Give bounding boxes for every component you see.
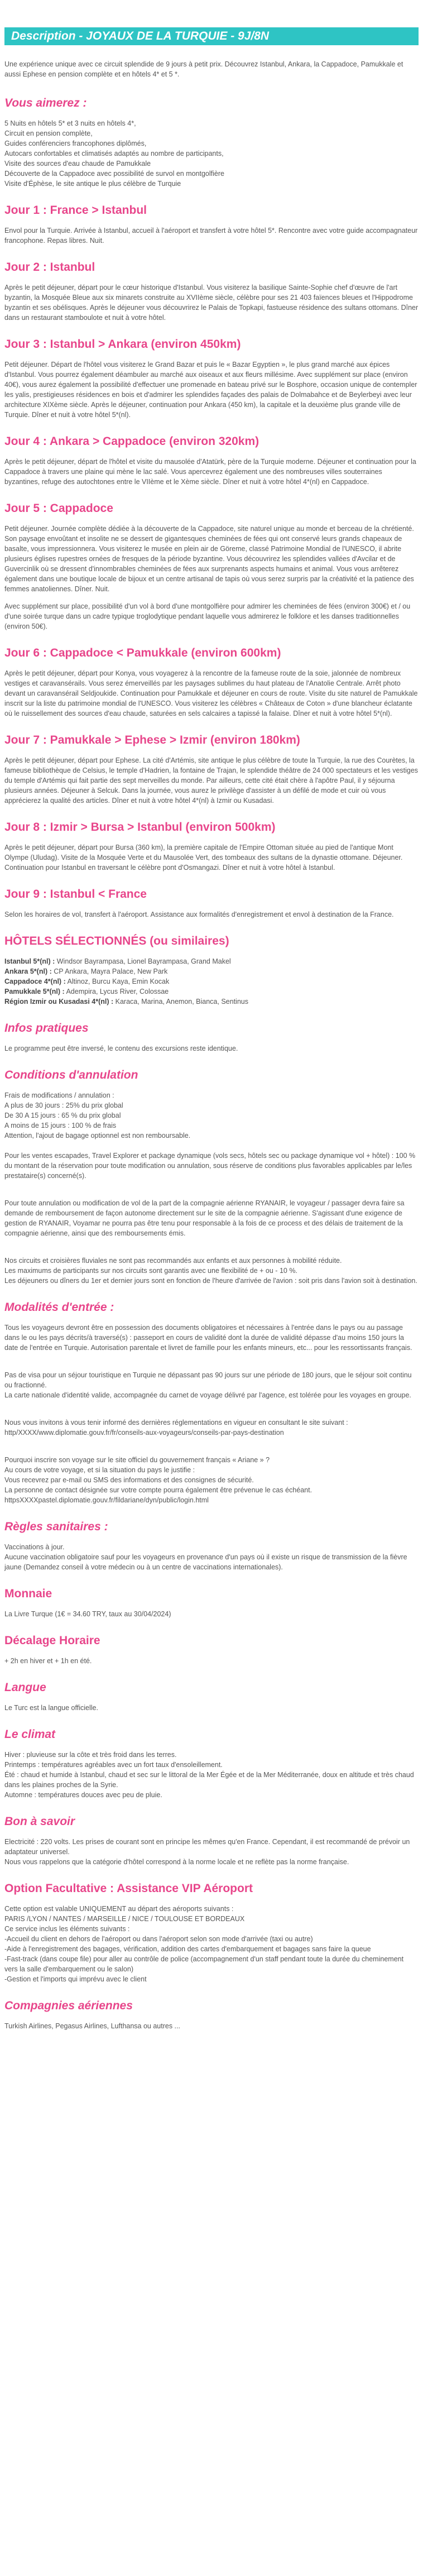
day-heading: Jour 2 : Istanbul — [4, 261, 95, 274]
hotel-names: Altinoz, Burcu Kaya, Emin Kocak — [65, 978, 170, 985]
hotel-line — [4, 997, 419, 1007]
day-text: Petit déjeuner. Journée complète dédiée à la découverte de la Cappadoce, site naturel unique au monde et berceau de la chrétienté. Son paysage envoûtant et insolite ne se dessert de gigantesques cheminées de fées qui ont conservé leurs grands chapeaux de basalte, vous impressionnera. Vous visiterez le musée en plein air de Göreme, classé Patrimoine Mondial de l'UNESCO, il abrite plusieurs églises rupestres ornées de fresques de la période byzantine. Vous découvrirez les splendides vallées d'Avcilar et de Guvercinlik où se dressent d'innombrables cheminées de fées aux surprenants aspects humains et animal. Vous vous arrêterez également dans une boutique locale de bijoux et un centre artisanal de tapis où vous serez surpris par la créativité et la patience des femmes anatoliennes. Dîner. Nuit. — [4, 525, 414, 593]
day-heading: Jour 9 : Istanbul < France — [4, 888, 147, 901]
hotels-list — [4, 956, 419, 1007]
hotel-names: CP Ankara, Mayra Palace, New Park — [51, 968, 168, 975]
compagnies-text: Turkish Airlines, Pegasus Airlines, Lufthansa ou autres ... — [4, 2022, 180, 2030]
section-heading-sanitaires: Règles sanitaires : — [4, 1520, 108, 1533]
day-heading: Jour 7 : Pamukkale > Ephese > Izmir (environ 180km) — [4, 734, 300, 746]
modalites-paragraph: Pourquoi inscrire son voyage sur le site officiel du gouvernement français « Ariane » ? Au cours de votre voyage, et si la situation du pays le justifie : Vous recevrez par e-mail ou SMS des informations et des consignes de sécurité. La personne de contact désignée sur votre compte pourra également être prévenue le cas échéant. httpsXXXXpastel.diplomatie.gouv.fr/fildariane/dyn/public/login.html — [4, 1456, 313, 1504]
conditions-line: Frais de modifications / annulation : — [4, 1091, 114, 1099]
day-text: Après le petit déjeuner, départ pour Konya, vous voyagerez à la rencontre de la fameuse route de la soie, jalonnée de nombreux vestiges et caravansérails. Vous serez émerveillés par les paysages sublimes du haut plateau de l'Anatolie Centrale. Arrêt photo devant un caravansérail Seldjoukide. Continuation pour Pamukkale et déjeuner en cours de route. Visite du site naturel de Pamukkale inscrit sur la liste du patrimoine mondial de l'UNESCO. Vous visiterez les célèbres « Châteaux de Coton » d'une blancheur éclatante où le ruissellement des sources d'eau chaude, saturées en sels calcaires a tapissé la falaise. Dîner et nuit à votre hôtel 5*(nl). — [4, 669, 418, 717]
conditions-line: A plus de 30 jours : 25% du prix global — [4, 1102, 123, 1109]
day-text: Après le petit déjeuner, départ pour Ephese. La cité d'Artémis, site antique le plus célèbre de toute la Turquie, la rue des Courètes, la fameuse bibliothèque de Celsius, le temple d'Hadrien, la fontaine de Trajan, le splendide théâtre de 24 000 spectateurs et les vestiges du temple d'Artémis qui fait partie des sept merveilles du monde. Par ailleurs, cette cité était chère à l'apôtre Paul, il y séjourna plusieurs années. Déjeuner à Selcuk. Dans la journée, vous aurez le privilège d'assister à un défilé de mode et cuir où vous apprécierez la qualité des articles. Dîner et nuit à votre hôtel 4*(nl) à Izmir ou Kusadasi. — [4, 756, 419, 805]
page-title: Description - JOYAUX DE LA TURQUIE - 9J/8N — [4, 27, 419, 45]
hotel-city: Istanbul 5*(nl) : — [4, 957, 55, 965]
modalites-paragraph: Nous vous invitons à vous tenir informé des dernières réglementations en vigueur en consultant le site suivant : http/XXXX/www.diplomatie.gouv.fr/fr/conseils-aux-voyageurs/conseils-par-pays-destination — [4, 1419, 348, 1437]
hotel-city: Ankara 5*(nl) : — [4, 968, 52, 975]
hotel-line — [4, 956, 419, 966]
day-text: Après le petit déjeuner, départ de l'hôtel et visite du mausolée d'Atatürk, père de la Turquie moderne. Déjeuner et continuation pour la Cappadoce à travers une plaine qui mène le lac salé. Vous apercevrez également une des nombreuses villes souterraines byzantines, refuge des autochtones entre le VIIème et le Xème siècle. Dîner et nuit à votre hôtel 4*(nl) en Cappadoce. — [4, 458, 416, 486]
conditions-notes — [4, 1256, 419, 1286]
day-text: Envol pour la Turquie. Arrivée à Istanbul, accueil à l'aéroport et transfert à votre hôtel 5*. Rencontre avec votre guide accompagnateur francophone. Repas libres. Nuit. — [4, 227, 418, 245]
day-heading: Jour 4 : Ankara > Cappadoce (environ 320km) — [4, 435, 259, 448]
hotel-names: Windsor Bayrampasa, Lionel Bayrampasa, Grand Makel — [55, 957, 231, 965]
bon-savoir-text: Electricité : 220 volts. Les prises de courant sont en principe les mêmes qu'en France. Cependant, il est recommandé de prévoir un adaptateur universel. Nous vous rappelons que la catégorie d'hôtel correspond à la norme locale et ne reflète pas la norme française. — [4, 1838, 410, 1866]
conditions-list — [4, 1090, 419, 1141]
hotel-city: Cappadoce 4*(nl) : — [4, 978, 66, 985]
page-content — [0, 27, 423, 2031]
conditions-paragraph: Pour les ventes escapades, Travel Explorer et package dynamique (vols secs, hôtels sec ou package dynamique vol + hôtel) : 100 % du montant de la réservation pour toute modification ou annulation, sous réserve de conditions plus favorables applicables par le/les prestataire(s) concerné(s). — [4, 1152, 416, 1180]
option-text: Cette option est valable UNIQUEMENT au départ des aéroports suivants : PARIS /LYON / NANTES / MARSEILLE / NICE / TOULOUSE ET BORDEAUX Ce service inclus les éléments suivants : -Accueil du client en dehors de l'aéroport ou dans l'aéroport selon son mode d'arrivée (taxi ou autre) -Aide à l'enregistrement des bagages, vérification, addition des cartes d'embarquement et bagages sans faire la queue -Fast-track (dans coupe file) pour aller au contrôle de police (accompagnement d'un staff pendant toute la durée du cheminement vers la salle d'embarquement ou le salon) -Gestion et l'imports qui imprévu avec le client — [4, 1905, 404, 1983]
modalites-paragraph: Pas de visa pour un séjour touristique en Turquie ne dépassant pas 90 jours sur une période de 180 jours, que le séjour soit continu ou fractionné. La carte nationale d'identité valide, accompagnée du carnet de voyage délivré par l'agence, est tolérée pour les voyages en groupe. — [4, 1371, 412, 1399]
section-heading-hotels: HÔTELS SÉLECTIONNÉS (ou similaires) — [4, 935, 229, 947]
day-heading: Jour 1 : France > Istanbul — [4, 204, 147, 217]
conditions-note: Les maximums de participants sur nos circuits sont garantis avec une flexibilité de + ou - 10 %. — [4, 1267, 297, 1275]
list-item: Visite d'Éphèse, le site antique le plus célèbre de Turquie — [4, 180, 181, 188]
day-text: Selon les horaires de vol, transfert à l'aéroport. Assistance aux formalités d'enregistrement et envol à destination de la France. — [4, 911, 394, 918]
conditions-paragraph: Pour toute annulation ou modification de vol de la part de la compagnie aérienne RYANAIR, le voyageur / passager devra faire sa demande de remboursement de façon autonome directement sur le site de la compagnie aérienne. S'agissant d'une exigence de gestion de RYANAIR, Voyamar ne pourra pas être tenu pour responsable à la fois de ce process et des délais de traitement de la compagnie aérienne, ainsi que des remboursements émis. — [4, 1199, 405, 1237]
list-item: Circuit en pension complète, — [4, 130, 93, 137]
day-heading: Jour 5 : Cappadoce — [4, 502, 113, 515]
hotel-city: Pamukkale 5*(nl) : — [4, 988, 65, 995]
conditions-line: De 30 A 15 jours : 65 % du prix global — [4, 1112, 121, 1119]
section-heading-climat: Le climat — [4, 1728, 56, 1741]
sanitaires-text: Vaccinations à jour. Aucune vaccination obligatoire sauf pour les voyageurs en provenance d'un pays où il existe un risque de transmission de la fièvre jaune (Demandez conseil à votre médecin ou à un centre de vaccinations internationales). — [4, 1543, 407, 1571]
day-text: Après le petit déjeuner, départ pour le cœur historique d'Istanbul. Vous visiterez la basilique Sainte-Sophie chef d'œuvre de l'art byzantin, la Mosquée Bleue aux six minarets construite au XVIIème siècle, célèbre pour ses 21 403 faïences bleues et l'Hippodrome byzantin et ses obélisques. Après le déjeuner vous découvrirez le Palais de Topkapi, fastueuse résidence des sultans ottomans. Dîner dans un restaurant stamboulote et nuit à votre hôtel. — [4, 284, 419, 322]
list-item: Autocars confortables et climatisés adaptés au nombre de participants, — [4, 150, 224, 157]
list-item: Guides conférenciers francophones diplômés, — [4, 140, 147, 147]
day-heading: Jour 6 : Cappadoce < Pamukkale (environ 600km) — [4, 647, 281, 659]
section-heading-modalites: Modalités d'entrée : — [4, 1301, 114, 1314]
list-item: Découverte de la Cappadoce avec possibilité de survol en montgolfière — [4, 170, 224, 178]
section-heading-decalage: Décalage Horaire — [4, 1634, 100, 1647]
hotel-line — [4, 976, 419, 987]
hotel-city: Région Izmir ou Kusadasi 4*(nl) : — [4, 998, 114, 1005]
conditions-note: Nos circuits et croisières fluviales ne sont pas recommandés aux enfants et aux personnes à mobilité réduite. — [4, 1257, 342, 1265]
langue-text: Le Turc est la langue officielle. — [4, 1704, 98, 1712]
day-heading: Jour 3 : Istanbul > Ankara (environ 450km) — [4, 338, 241, 351]
section-heading-option: Option Facultative : Assistance VIP Aéroport — [4, 1882, 253, 1895]
hotel-names: Adempira, Lycus River, Colossae — [64, 988, 169, 995]
infos-text: Le programme peut être inversé, le contenu des excursions reste identique. — [4, 1045, 238, 1052]
day-text: Petit déjeuner. Départ de l'hôtel vous visiterez le Grand Bazar et puis le « Bazar Egyptien », le plus grand marché aux épices d'Istanbul. Vous pourrez également déambuler au marché aux oiseaux et aux fleurs millésime. Avec supplément sur place (environ 40€), vous aurez également la possibilité d'effectuer une promenade en bateau privé sur le Bosphore, occasion unique de contempler les yalis, prestigieuses résidences en bois et d'admirer les splendides façades des palais de Dolmabahce et de Beylerbeyi avec leur architecture XIXème siècle. Après le déjeuner, continuation pour Ankara (450 km), la capitale et la deuxième plus grande ville de Turquie. Dîner et nuit à votre hôtel 5*(nl). — [4, 361, 417, 419]
monnaie-text: La Livre Turque (1€ = 34.60 TRY, taux au 30/04/2024) — [4, 1610, 171, 1618]
day-heading: Jour 8 : Izmir > Bursa > Istanbul (environ 500km) — [4, 821, 276, 834]
vous-aimerez-list — [4, 118, 419, 189]
day-text: Après le petit déjeuner, départ pour Bursa (360 km), la première capitale de l'Empire Ottoman située au pied de l'antique Mont Olympe (Uludag). Visite de la Mosquée Verte et du Mausolée Vert, des tombeaux des sultans de la dynastie ottomane. Déjeuner. Continuation pour Istanbul en traversant le célèbre pont d'Osmangazi. Dîner et nuit à votre hôtel à Istanbul. — [4, 844, 403, 872]
hotel-names: Karaca, Marina, Anemon, Bianca, Sentinus — [113, 998, 248, 1005]
decalage-text: + 2h en hiver et + 1h en été. — [4, 1657, 92, 1665]
conditions-line: Attention, l'ajout de bagage optionnel est non remboursable. — [4, 1132, 191, 1139]
conditions-note: Les déjeuners ou dîners du 1er et dernier jours sont en fonction de l'heure d'arrivée de l'avion : soit pris dans l'avion soit à destination. — [4, 1277, 417, 1285]
section-heading-conditions: Conditions d'annulation — [4, 1069, 138, 1081]
section-heading-vous-aimerez: Vous aimerez : — [4, 97, 87, 109]
section-heading-compagnies: Compagnies aériennes — [4, 1999, 133, 2012]
intro-text: Une expérience unique avec ce circuit splendide de 9 jours à petit prix. Découvrez Istanbul, Ankara, la Cappadoce, Pamukkale et aussi Ephese en pension complète et en hôtels 4* et 5 *. — [4, 60, 403, 78]
modalites-paragraph: Tous les voyageurs devront être en possession des documents obligatoires et nécessaires à l'entrée dans le pays ou au passage dans le ou les pays décrits/à traversé(s) : passeport en cours de validité dont la durée de validité dépasse d'au moins 150 jours la date de l'entrée en Turquie. Autorisation parentale et livret de famille pour les enfants mineurs, etc... pour les ressortissants français. — [4, 1324, 412, 1352]
list-item: Visite des sources d'eau chaude de Pamukkale — [4, 160, 151, 167]
section-heading-monnaie: Monnaie — [4, 1587, 52, 1600]
hotel-line — [4, 966, 419, 976]
list-item: 5 Nuits en hôtels 5* et 3 nuits en hôtels 4*, — [4, 119, 136, 127]
conditions-line: A moins de 15 jours : 100 % de frais — [4, 1122, 117, 1129]
day-text-supplement: Avec supplément sur place, possibilité d'un vol à bord d'une montgolfière pour admirer les cheminées de fées (environ 300€) et / ou d'une soirée turque dans un cadre typique troglodytique pendant laquelle vous admirerez le folklore et les danses traditionnelles (environ 50€). — [4, 602, 411, 630]
section-heading-bon-savoir: Bon à savoir — [4, 1815, 75, 1828]
hotel-line — [4, 987, 419, 997]
section-heading-infos: Infos pratiques — [4, 1022, 89, 1035]
climat-text: Hiver : pluvieuse sur la côte et très froid dans les terres. Printemps : températures agréables avec un fort taux d'ensoleillement. Été : chaud et humide à Istanbul, chaud et sec sur le littoral de la Mer Égée et de la Mer Méditerranée, doux en altitude et très chaud dans les plaines proches de la Syrie. Automne : températures douces avec peu de pluie. — [4, 1751, 414, 1799]
section-heading-langue: Langue — [4, 1681, 46, 1694]
